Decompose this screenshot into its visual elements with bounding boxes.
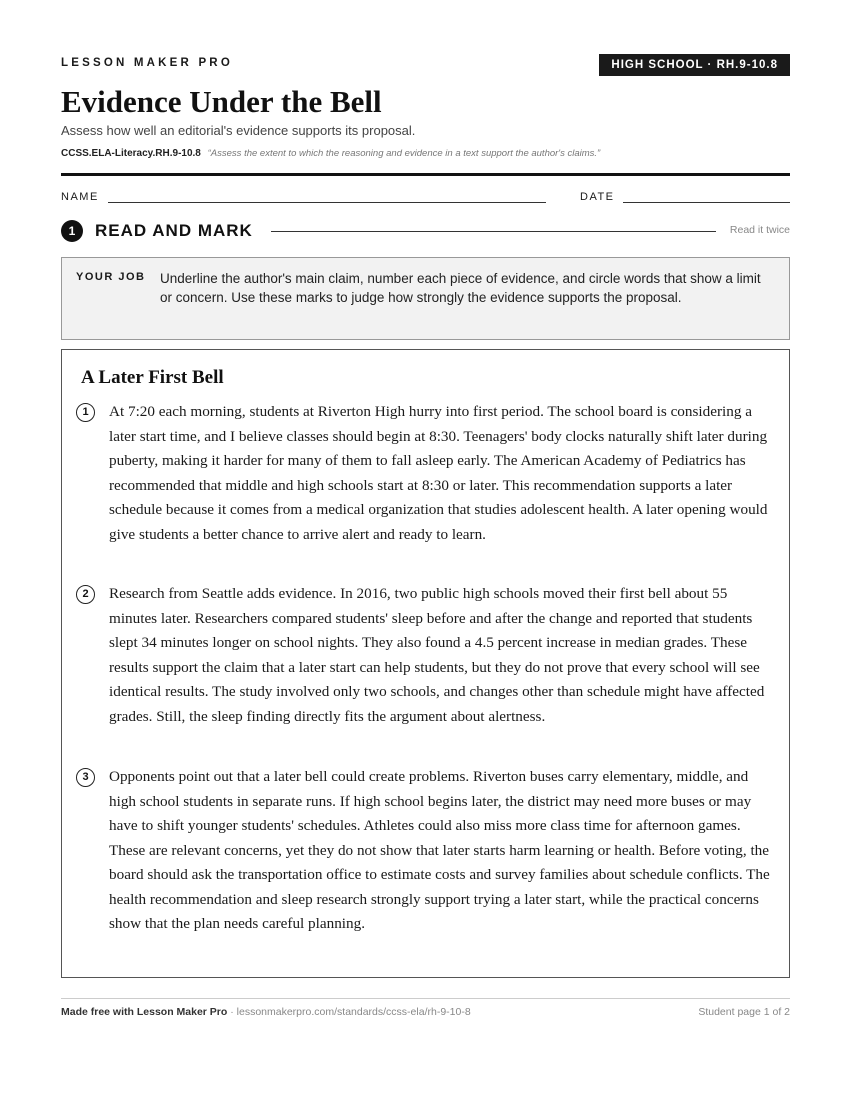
page-subtitle: Assess how well an editorial's evidence supports its proposal. bbox=[61, 123, 416, 138]
section-header bbox=[61, 220, 790, 242]
grade-standard-badge: HIGH SCHOOL · RH.9-10.8 bbox=[599, 54, 790, 76]
top-bar bbox=[61, 54, 790, 78]
article-box bbox=[61, 349, 790, 978]
footer bbox=[61, 1006, 790, 1018]
section-rule bbox=[271, 231, 716, 232]
instructions-text: Underline the author's main claim, number each piece of evidence, and circle words that show a limit or concern. Use these marks to judge how strongly the evidence supports the proposal. bbox=[160, 271, 761, 305]
article-paragraph-2: Research from Seattle adds evidence. In 2016, two public high schools moved their first bell about 55 minutes later. Researchers compared students' sleep before and after the change and reported that students slept 34 minutes longer on school nights. They also found a 4.5 percent increase in median grades. These results support the claim that a later start can help students, but they do not prove that every school will see identical results. The study involved only two schools, and changes other than schedule might have affected grades. Still, the sleep finding directly fits the argument about alertness. bbox=[109, 585, 765, 725]
paragraph-number-2: 2 bbox=[76, 585, 95, 604]
section-title: READ AND MARK bbox=[95, 221, 253, 240]
page-title: Evidence Under the Bell bbox=[61, 84, 382, 119]
footer-made-with: Made free with Lesson Maker Pro bbox=[61, 1006, 228, 1018]
article-paragraph-3: Opponents point out that a later bell could create problems. Riverton buses carry elementary, middle, and high school students in separate runs. If high school begins later, the district may need more buses or may have to shift younger students' schedules. Athletes could also miss more class time for afternoon games. These are relevant concerns, yet they do not show that later starts harm learning or health. Before voting, the board should ask the transportation office to estimate costs and survey families about schedule conflicts. The health recommendation and sleep research strongly support trying a later start, while the practical concerns show that the plan needs careful planning. bbox=[109, 768, 770, 932]
name-date-row bbox=[61, 190, 790, 206]
footer-separator: · bbox=[227, 1006, 237, 1018]
paragraph-number-3: 3 bbox=[76, 768, 95, 787]
article-title: A Later First Bell bbox=[81, 367, 224, 388]
date-field[interactable] bbox=[623, 202, 790, 203]
standard-code: CCSS.ELA-Literacy.RH.9-10.8 bbox=[61, 148, 201, 159]
standard-reference bbox=[61, 148, 600, 159]
paragraph-number-1: 1 bbox=[76, 403, 95, 422]
instructions-box bbox=[61, 257, 790, 340]
page-number: Student page 1 of 2 bbox=[698, 1006, 790, 1018]
header-divider bbox=[61, 173, 790, 176]
section-note: Read it twice bbox=[729, 224, 790, 236]
date-label: DATE bbox=[580, 191, 615, 203]
instructions-label: YOUR JOB bbox=[76, 271, 146, 283]
section-number-badge: 1 bbox=[61, 220, 83, 242]
footer-divider bbox=[61, 998, 790, 999]
article-paragraph-1: At 7:20 each morning, students at Riverton High hurry into first period. The school board is considering a later start time, and I believe classes should begin at 8:30. Teenagers' body clocks naturally shift later during puberty, making it harder for many of them to fall asleep early. The American Academy of Pediatrics has recommended that middle and high schools start at 8:30 or later. This recommendation supports a later schedule because it comes from a medical organization that studies adolescent health. A later opening would give students a better chance to arrive alert and ready to learn. bbox=[109, 403, 768, 543]
name-field[interactable] bbox=[108, 202, 546, 203]
name-label: NAME bbox=[61, 191, 99, 203]
brand-name: LESSON MAKER PRO bbox=[61, 57, 233, 69]
footer-url[interactable]: lessonmakerpro.com/standards/ccss-ela/rh-9-10-8 bbox=[236, 1006, 471, 1018]
standard-quote: “Assess the extent to which the reasoning and evidence in a text support the author's claims.” bbox=[207, 148, 601, 159]
